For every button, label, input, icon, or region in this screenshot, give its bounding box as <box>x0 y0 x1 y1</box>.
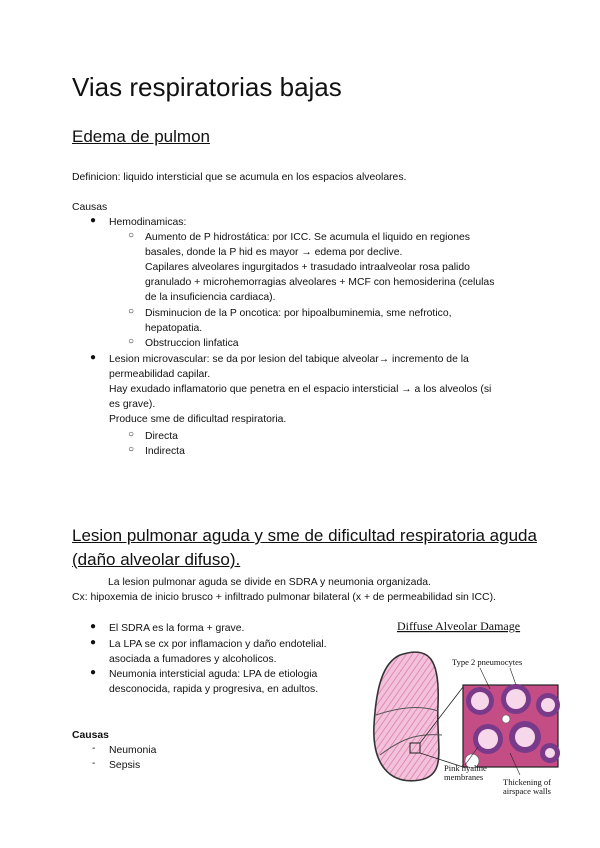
cell <box>502 715 510 723</box>
text-line: permeabilidad capilar. <box>109 369 211 380</box>
alveolus-lumen <box>515 727 535 747</box>
bullet-circle: ○ <box>128 336 135 347</box>
lpa-bullet <box>109 637 327 667</box>
label-thickening <box>503 777 553 796</box>
lesion-item <box>109 352 491 427</box>
bullet-dot: ● <box>90 621 97 632</box>
section-heading-lpa <box>72 524 537 572</box>
text-line: asociada a fumadores y alcoholicos. <box>109 654 277 665</box>
text-line: granulado + microhemorragias alveolares + MCF con hemosiderina (celulas <box>145 277 495 288</box>
neumonia-intersticial-bullet <box>109 667 318 697</box>
alveolus-lumen <box>506 689 526 709</box>
text-line: es grave). <box>109 399 156 410</box>
label-line: Pink hyaline <box>444 763 487 773</box>
heading-line: (daño alveolar difuso). <box>72 550 241 569</box>
text-line: Produce sme de dificultad respiratoria. <box>109 414 287 425</box>
text-line: de la insuficiencia cardiaca). <box>145 292 276 303</box>
label-line: Thickening of <box>503 777 551 787</box>
hemo-item-1 <box>145 230 494 305</box>
bullet-circle: ○ <box>128 429 135 440</box>
text-line: La LPA se cx por inflamacion y daño endotelial. <box>109 639 327 650</box>
diffuse-alveolar-damage-figure <box>360 615 570 800</box>
text-line: hepatopatia. <box>145 323 203 334</box>
lung-lobe-icon <box>374 652 439 781</box>
cause-2: Sepsis <box>109 760 141 771</box>
text-line: Hay exudado inflamatorio que penetra en el espacio intersticial → a los alveolos (si <box>109 384 492 395</box>
text-line: Aumento de P hidrostática: por ICC. Se acumula el liquido en regiones <box>145 232 470 243</box>
label-line: membranes <box>444 772 484 782</box>
hemo-item-3: Obstruccion linfatica <box>145 338 239 349</box>
lesion-sub-2: Indirecta <box>145 446 185 457</box>
label-line: airspace walls <box>503 786 551 796</box>
text-line: Lesion microvascular: se da por lesion del tabique alveolar→ incremento de la <box>109 354 469 365</box>
alveolus-lumen <box>545 748 555 758</box>
bullet-dot: ● <box>90 352 97 363</box>
intro-text: La lesion pulmonar aguda se divide en SDRA y neumonia organizada. <box>108 577 431 588</box>
bullet-dot: ● <box>90 637 97 648</box>
sdra-bullet: El SDRA es la forma + grave. <box>109 623 245 634</box>
heading-line: Lesion pulmonar aguda y sme de dificultad respiratoria aguda <box>72 526 537 545</box>
alveolus-lumen <box>478 729 498 749</box>
text-line: basales, donde la P hid es mayor → edema por declive. <box>145 247 403 258</box>
bullet-circle: ○ <box>128 230 135 241</box>
label-pink-hyaline <box>444 763 489 782</box>
bullet-dot: ● <box>90 215 97 226</box>
definition-text: Definicion: liquido intersticial que se acumula en los espacios alveolares. <box>72 172 407 183</box>
lesion-sub-1: Directa <box>145 431 178 442</box>
text-line: Capilares alveolares ingurgitados + trasudado intraalveolar rosa palido <box>145 262 470 273</box>
cx-text: Cx: hipoxemia de inicio brusco + infiltrado pulmonar bilateral (x + de permeabilidad sin ICC). <box>72 592 496 603</box>
dash-bullet: - <box>92 758 96 769</box>
bullet-circle: ○ <box>128 444 135 455</box>
text-line: Disminucion de la P oncotica: por hipoalbuminemia, sme nefrotico, <box>145 308 452 319</box>
text-line: Neumonia intersticial aguda: LPA de etiologia <box>109 669 318 680</box>
dash-bullet: - <box>92 743 96 754</box>
page-title: Vias respiratorias bajas <box>72 72 342 102</box>
hemo-item-2 <box>145 306 452 336</box>
cause-1: Neumonia <box>109 745 157 756</box>
bullet-circle: ○ <box>128 306 135 317</box>
text-line: desconocida, rapida y progresiva, en adultos. <box>109 684 319 695</box>
alveolus-lumen <box>471 692 489 710</box>
causes-label: Causas <box>72 202 108 213</box>
alveolus-lumen <box>541 698 555 712</box>
bullet-dot: ● <box>90 667 97 678</box>
hemo-label: Hemodinamicas: <box>109 217 187 228</box>
figure-title: Diffuse Alveolar Damage <box>397 619 521 633</box>
section-heading-edema: Edema de pulmon <box>72 127 210 146</box>
leader-line <box>510 668 516 685</box>
label-type2-pneumocytes: Type 2 pneumocytes <box>452 657 523 667</box>
causes-label-2: Causas <box>72 730 109 741</box>
